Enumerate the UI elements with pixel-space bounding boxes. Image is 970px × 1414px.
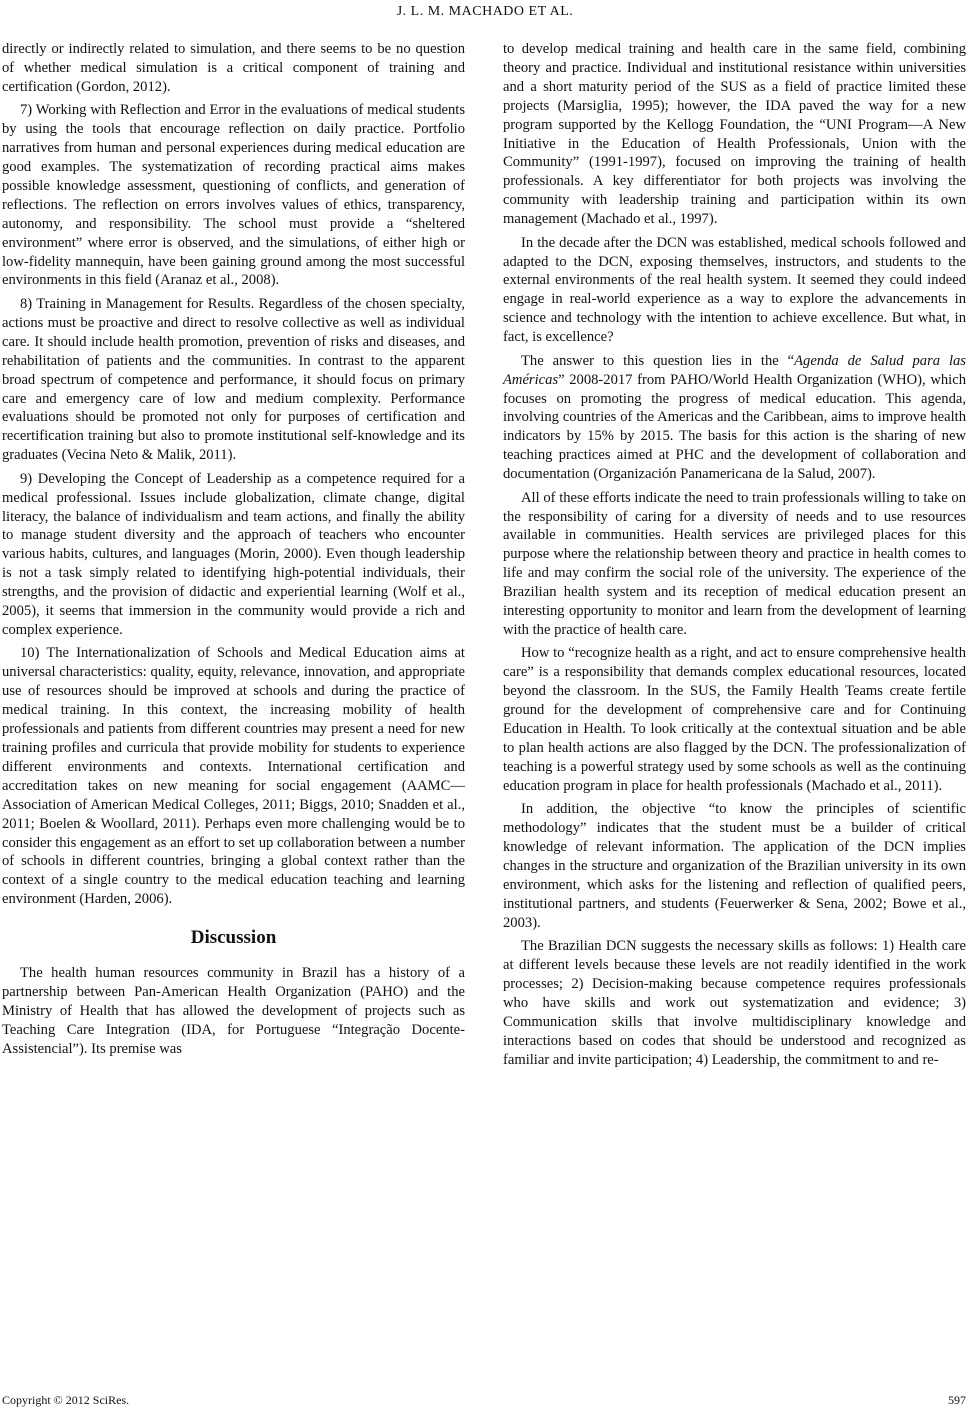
paragraph: In addition, the objective “to know the principles of scientific methodology” indicates that the student must be a builder of critical knowledge of relevant information. The application of the DCN implies changes in the structure and organization of the Brazilian university in its own environment, which asks for the listening and reflection of qualified peers, institutional partners, and students (Feuerwerker & Sena, 2002; Bowe et al., 2003). bbox=[503, 801, 966, 931]
text-run: The answer to this question lies in the “ bbox=[521, 352, 795, 369]
paragraph: to develop medical training and health care in the same field, combining theory and practice. Individual and institutional resistance within universities and a short maturity period of the SUS as a field of practice limited these projects (Marsiglia, 1995); however, the IDA paved the way for a new program supported by the Kellogg Foundation, the “UNI Program—A New Initiative in the Education of Health Professionals, Union with the Community” (1991-1997), focused on improving the training of health professionals. A key differentiator for both projects was involving the community with leadership training and participation within its own management (Machado et al., 1997). bbox=[503, 41, 966, 228]
paragraph: 8) Training in Management for Results. Regardless of the chosen specialty, actions must be proactive and direct to resolve collective as well as individual care. It should include health promotion, prevention of risks and diseases, and rehabilitation of patients and the communities. In contrast to the apparent broad spectrum of competence and performance, it should focus on primary care and emergency care of low and medium complexity. Performance evaluations should be promoted not only for purposes of certification and recertification training but also to promote institutional self-knowledge and its graduates (Vecina Neto & Malik, 2011). bbox=[2, 295, 465, 464]
paragraph bbox=[503, 352, 966, 484]
paragraph: 9) Developing the Concept of Leadership as a competence required for a medical professional. Issues include globalization, climate change, digital literacy, the balance of individualism and team actions, and finally the ability to manage student diversity and the approach of teachers who encounter various habits, cultures, and languages (Morin, 2000). Even though leadership is not a task simply related to identifying high-potential individuals, their strengths, and the provision of didactic and experiential learning (Wolf et al., 2005), it seems that immersion in the community would provide a rich and complex experience. bbox=[2, 470, 465, 638]
italic-title: Agenda de Salud para las Américas bbox=[503, 352, 966, 388]
paragraph: How to “recognize health as a right, and act to ensure comprehensive health care” is a responsibility that demands complex educational resources, located beyond the classroom. In the SUS, the Family Health Teams create fertile ground for the development of comprehensive care and for Continuing Education in Health. To look critically at the contextual situation and be able to plan health actions are also flagged by the DCN. The professionalization of teaching is a powerful strategy used by some schools as well as the continuing education program in place for health professionals (Machado et al., 2011). bbox=[503, 645, 966, 794]
paragraph: The Brazilian DCN suggests the necessary skills as follows: 1) Health care at different levels because these levels are not readily identified in the work processes; 2) Decision-making because competence requires professionals who have skills and work out systematization and evidence; 3) Communication skills that involve multidisciplinary knowledge and interactions based on codes that should be understood and recognized as familiar and invite participation; 4) Leadership, the commitment to and re- bbox=[503, 938, 966, 1068]
text-run: ” 2008-2017 from PAHO/World Health Organization (WHO), which focuses on promoting the progress of medical education. This agenda, involving countries of the Americas and the Caribbean, aims to improve health indicators by 15% by 2015. The basis for this action is the sharing of new teaching practices aimed at PHC and the development of collaboration and documentation (Organización Panamericana de la Salud, 2007). bbox=[503, 371, 966, 483]
paragraph: In the decade after the DCN was established, medical schools followed and adapted to the DCN, exposing themselves, instructors, and students to the external environments of the real health system. It seemed they could indeed engage in real-world experience as a way to explore the advancements in science and technology with the intention to achieve excellence. But what, in fact, is excellence? bbox=[503, 234, 966, 346]
section-heading-discussion: Discussion bbox=[190, 927, 277, 949]
copyright-notice: Copyright © 2012 SciRes. bbox=[2, 1393, 130, 1407]
paragraph: 10) The Internationalization of Schools and Medical Education aims at universal characteristics: quality, equity, relevance, innovation, and appropriate use of resources should be improved at schools and during the practice of medical training. In this context, the increasing mobility of health professionals and patients from different countries may present a need for new training profiles and curricula that provide mobility for students to experience different environments and contexts. International certification and accreditation takes on new meaning for social engagement (AAMC—Association of American Medical Colleges, 2011; Biggs, 2010; Snadden et al., 2011; Boelen & Woollard, 2011). Perhaps even more challenging would be to consider this engagement as an effort to set up collaboration between a number of schools in different countries, bringing a global context rather than the context of a single country to the medical education teaching and learning environment (Harden, 2006). bbox=[2, 645, 465, 908]
paragraph: All of these efforts indicate the need to train professionals willing to take on the responsibility of caring for a diversity of needs and to use resources available in communities. Health services are privileged places for this purpose where the relationship between theory and practice in health comes to life and may confirm the social role of the university. The experience of the Brazilian health system and its reception of medical education present an interesting opportunity to monitor and learn from the development of learning with the practice of health care. bbox=[503, 489, 966, 638]
left-column bbox=[2, 40, 465, 1059]
page-footer bbox=[0, 1393, 970, 1411]
running-head: J. L. M. MACHADO ET AL. bbox=[396, 4, 574, 19]
paragraph: 7) Working with Reflection and Error in the evaluations of medical students by using the tools that encourage reflection on daily practice. Portfolio narratives from human and personal experiences during medical education are good examples. The systematization of recording practical aims makes possible knowledge assessment, questioning of conflicts, and generation of reflections. The reflection on errors involves values of ethics, transparency, autonomy, and responsibility. The school must provide a “sheltered environment” where error is observed, and the simulations, of either high or low-fidelity mannequin, have been gaining ground among the most successful environments in this field (Aranaz et al., 2008). bbox=[2, 102, 465, 289]
paragraph: The health human resources community in Brazil has a history of a partnership between Pan-American Health Organization (PAHO) and the Ministry of Health that has allowed the development of projects such as Teaching Care Integration (IDA, for Portuguese “Integração Docente-Assistencial”). Its premise was bbox=[2, 965, 465, 1057]
paragraph: directly or indirectly related to simulation, and there seems to be no question of whether medical simulation is a critical component of training and certification (Gordon, 2012). bbox=[2, 41, 465, 95]
page-number: 597 bbox=[948, 1393, 966, 1407]
right-column bbox=[503, 40, 966, 1070]
